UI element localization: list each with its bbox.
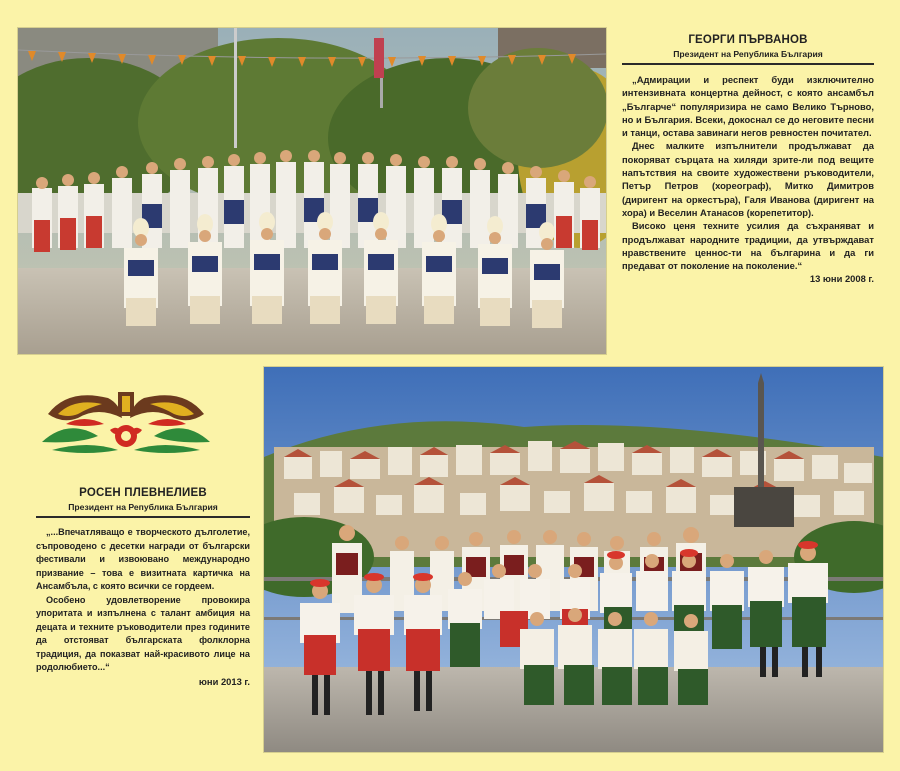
folk-bird-ornament-icon	[38, 384, 214, 460]
quote-author-role: Президент на Република България	[68, 502, 218, 512]
quote-author-role: Президент на Република България	[673, 49, 823, 59]
quote-block-parvanov	[622, 34, 874, 284]
quote-author-name: ГЕОРГИ ПЪРВАНОВ	[688, 34, 808, 46]
quote-text	[36, 526, 250, 675]
quote-paragraph: Особено удовлетворение провокира упоритата и изпълнена с талант амбиция на децата и техните ръководители през годините да отстояват българската фолклорна традиция, да показват най-красивото лице на родолюбието...“	[36, 594, 250, 672]
divider	[36, 516, 250, 518]
quote-paragraph: Днес малките изпълнители продължават да покоряват сърцата на хиляди зрите-ли под вещите напътствия на своите художествени ръководители, Петър Петров (хореограф), Митко Димитров (диригент на оркестъра), Галя Иванова (диригент на хора) и Веселин Атанасов (корепетитор).	[622, 140, 874, 218]
quote-block-plevneliev	[36, 487, 250, 687]
divider	[622, 63, 874, 65]
quote-text	[622, 73, 874, 272]
quote-paragraph: „Адмирации и респект буди изключително интензивната концертна дейност, с която ансамбъл „Българче“ популяризира не само Велико Търново, но и България. Всеки, докоснал се до неговите песни и танци, остава завинаги негов ревностен почитател.	[622, 74, 874, 139]
quote-date: юни 2013 г.	[198, 675, 250, 687]
quote-paragraph: Високо ценя техните усилия да съхраняват и продължават народните традиции, да утвърждават нравствените ценнос-ти на българина и да ги предават от поколение на поколение.“	[622, 220, 874, 272]
ensemble-photo-bottom	[264, 367, 883, 752]
quote-paragraph: „...Впечатляващо е творческото дълголетие, съпроводено с десетки награди от български фестивали и извоювано международно призвание – това е визитната картичка на Ансамбъла, с която всички се гордеем.	[36, 527, 250, 591]
quote-date: 13 юни 2008 г.	[809, 273, 874, 285]
ensemble-photo-top	[18, 28, 606, 354]
quote-author-name: РОСЕН ПЛЕВНЕЛИЕВ	[79, 487, 207, 499]
